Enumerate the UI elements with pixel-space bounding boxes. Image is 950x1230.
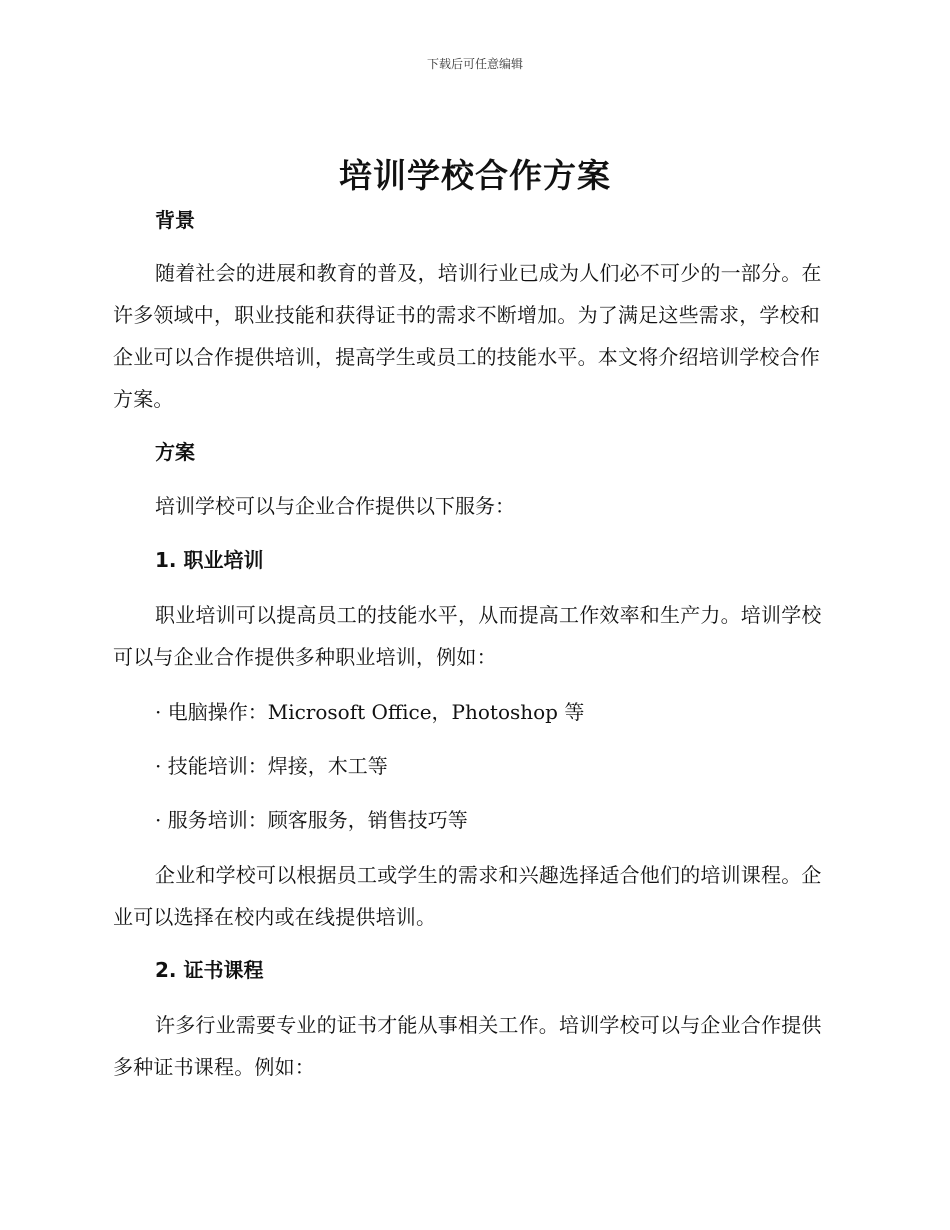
paragraph-background: 随着社会的进展和教育的普及，培训行业已成为人们必不可少的一部分。在许多领域中，职业技能和获得证书的需求不断增加。为了满足这些需求，学校和企业可以合作提供培训，提高学生或员工的技能水平。本文将介绍培训学校合作方案。 [113,261,822,411]
heading-plan: 方案 [155,440,195,464]
list-item: · 技能培训：焊接，木工等 [155,754,388,778]
list-item: · 服务培训：顾客服务，销售技巧等 [155,808,468,832]
paragraph-vocational-training: 职业培训可以提高员工的技能水平，从而提高工作效率和生产力。培训学校可以与企业合作提供多种职业培训，例如： [113,603,822,669]
document-body [113,200,833,1088]
heading-background: 背景 [155,208,195,232]
paragraph-training-choice: 企业和学校可以根据员工或学生的需求和兴趣选择适合他们的培训课程。企业可以选择在校内或在线提供培训。 [113,863,822,929]
heading-vocational-training: 1. 职业培训 [155,548,264,572]
list-item: · 电脑操作：Microsoft Office，Photoshop 等 [155,700,585,724]
document-title: 培训学校合作方案 [339,156,611,195]
header-note: 下载后可任意编辑 [426,57,523,71]
paragraph-certificate-courses: 许多行业需要专业的证书才能从事相关工作。培训学校可以与企业合作提供多种证书课程。例如： [113,1013,822,1079]
heading-certificate-courses: 2. 证书课程 [155,958,264,982]
paragraph-plan-intro: 培训学校可以与企业合作提供以下服务： [155,494,515,518]
